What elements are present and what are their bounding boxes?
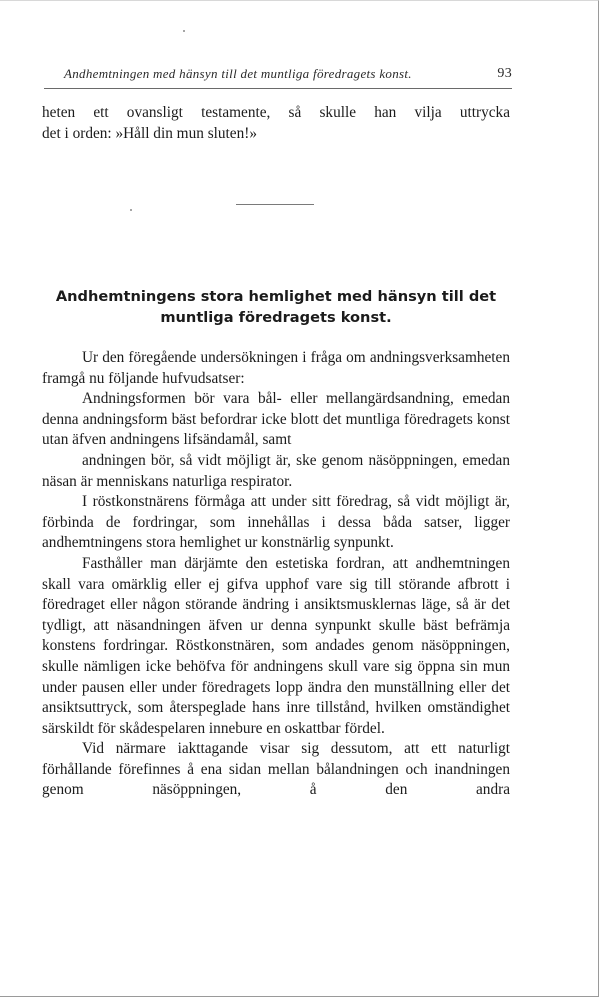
body-text [42, 348, 510, 801]
running-head [64, 66, 512, 82]
intro-line: heten ett ovansligt testamente, så skulle han vilja uttrycka [42, 104, 510, 121]
header-rule [44, 88, 512, 89]
paragraph: I röstkonstnärens förmåga att under sitt föredrag, så vidt möjligt är, förbinda de fordringar, som innehållas i dessa båda satser, ligger andhemtningens stora hemlighet ur konstnärlig synpunkt. [42, 493, 510, 552]
intro-line: det i orden: »Håll din mun sluten!» [42, 124, 257, 142]
section-divider [236, 204, 314, 205]
section-heading-line: muntliga föredragets konst. [160, 309, 392, 326]
page-number: 93 [497, 66, 512, 81]
intro-paragraph [42, 103, 510, 144]
section-heading-line: Andhemtningens stora hemlighet med hänsyn till det [55, 288, 497, 305]
running-head-title: Andhemtningen med hänsyn till det muntliga föredragets konst. [64, 66, 412, 81]
section-heading [42, 286, 510, 328]
paragraph: Andningsformen bör vara bål- eller mellangärdsandning, emedan denna andningsform bäst befordrar icke blott det muntliga föredragets konst utan äfven andningens lifsändamål, samt [42, 390, 510, 449]
scan-speck [183, 30, 185, 32]
paragraph: Ur den föregående undersökningen i fråga om andningsverksamheten framgå nu följande hufvudsatser: [42, 349, 510, 387]
scan-speck [130, 209, 132, 211]
paragraph: Fasthåller man därjämte den estetiska fordran, att andhemtningen skall vara omärklig eller ej gifva upphof vare sig till störande afbrott i föredraget eller någon störande ändring i ansiktsmusklernas läge, så är det tydligt, att näsandningen äfven ur denna synpunkt skulle bäst befrämja konstens fordringar. Röstkonstnären, som andades genom näsöppningen, skulle nämligen icke behöfva för andningens skull vare sig öppna sin mun under pausen eller under föredragets lopp ändra den munställning eller det ansiktsuttryck, som återspeglade hans inre tillstånd, hvilken omständighet särskildt för skådespelaren innebure en oskattbar fördel. [42, 554, 510, 737]
paragraph: andningen bör, så vidt möjligt är, ske genom näsöppningen, emedan näsan är menniskans naturliga respirator. [42, 451, 510, 490]
paragraph: Vid närmare iakttagande visar sig dessutom, att ett naturligt förhållande förefinnes å ena sidan mellan bålandningen och inandningen genom näsöppningen, å den andra [42, 740, 510, 799]
